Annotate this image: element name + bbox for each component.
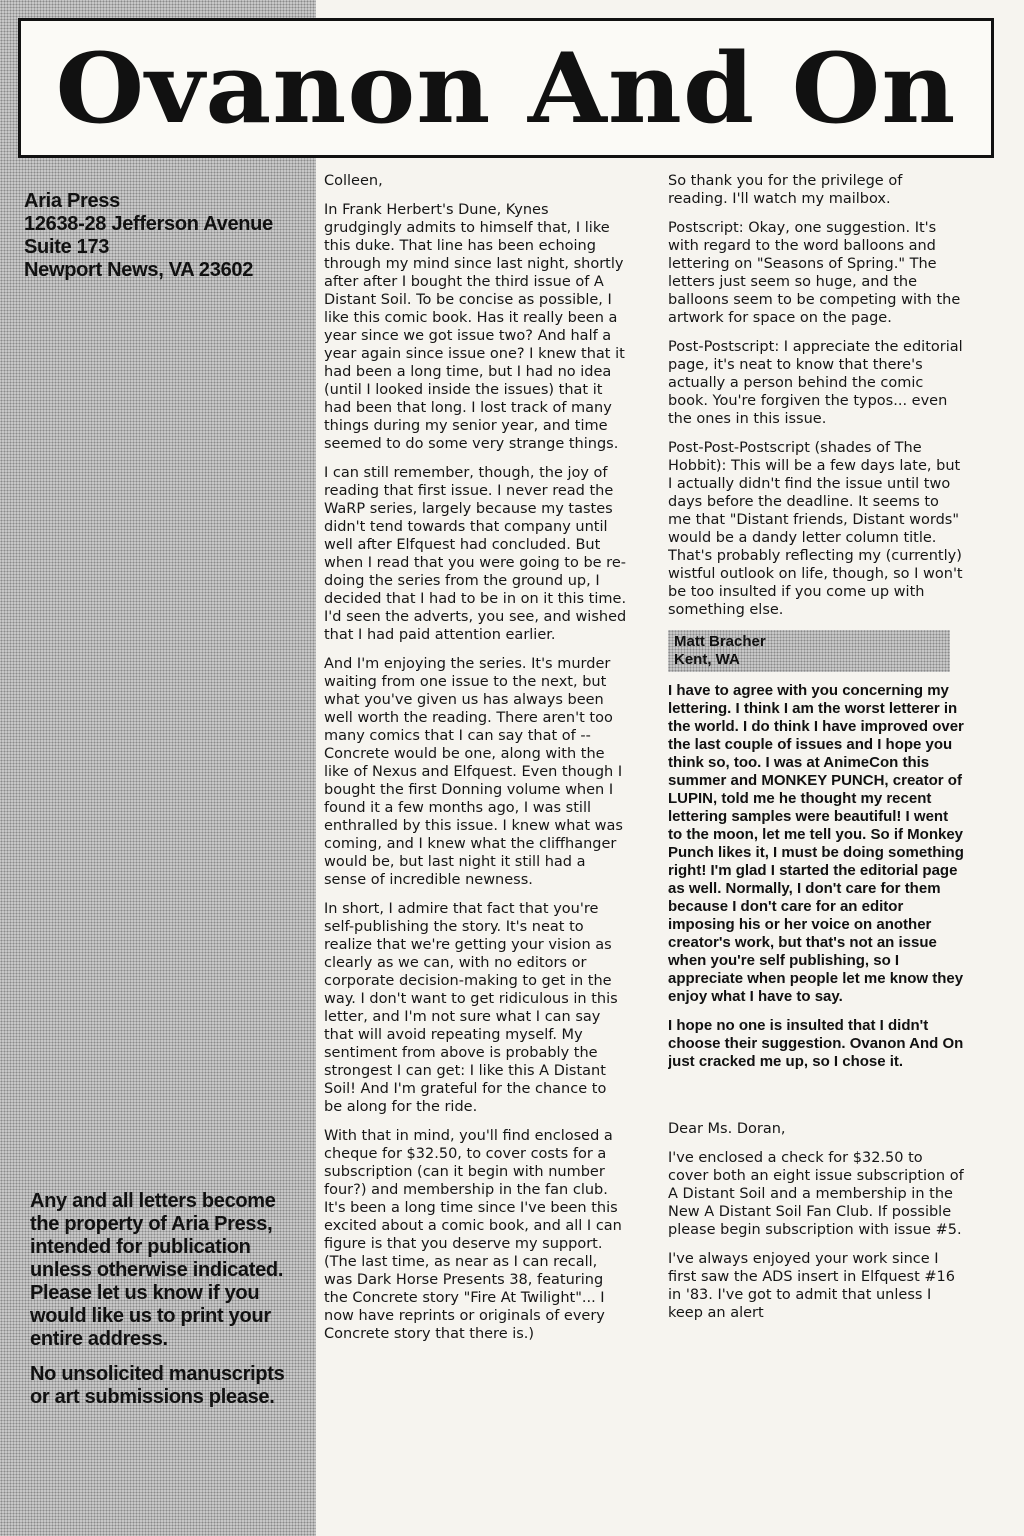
letters-policy: Any and all letters become the property of Aria Press, intended for publication unless otherwise indicated. Please let us know if you would like us to print your entire address. — [30, 1190, 284, 1350]
submission-notice — [30, 1190, 300, 1421]
reply-paragraph: I have to agree with you concerning my lettering. I think I am the worst letterer in the world. I do think I have improved over the last couple of issues and I hope you think so, too. I was at AnimeCon this summer and MONKEY PUNCH, creator of LUPIN, told me he thought my recent lettering samples were beautiful! I went to the moon, let me tell you. So if Monkey Punch likes it, I must be doing something right! I'm glad I started the editorial page as well. Normally, I don't care for them because I don't care for an editor imposing his or her voice on another creator's work, but that's not an issue when you're self publishing, so I appreciate when people let me know they enjoy what I have to say. — [668, 682, 964, 1005]
page-title: Ovanon And On — [55, 31, 957, 145]
letter-paragraph: With that in mind, you'll find enclosed a cheque for $32.50, to cover costs for a subscription (can it begin with number four?) and membership in the fan club. It's been a long time since I've been this excited about a comic book, and all I can figure is that you deserve my support. (The last time, as near as I can recall, was Dark Horse Presents 38, featuring the Concrete story "Fire At Twilight"... I now have reprints or originals of every Concrete story that there is.) — [324, 1128, 622, 1342]
address-line: Suite 173 — [24, 236, 110, 258]
publisher-address — [24, 190, 308, 282]
letter-paragraph: I've enclosed a check for $32.50 to cover both an eight issue subscription of A Distant Soil and a membership in the New A Distant Soil Fan Club. If possible please begin subscription with issue #5. — [668, 1150, 964, 1238]
signature-location: Kent, WA — [674, 651, 740, 668]
letter-separator — [668, 1082, 964, 1120]
letter-paragraph: So thank you for the privilege of reading. I'll watch my mailbox. — [668, 173, 903, 207]
address-line: Aria Press — [24, 190, 120, 212]
letter-column-middle — [324, 172, 628, 1532]
letter-signature — [668, 630, 950, 672]
reply-paragraph: I hope no one is insulted that I didn't choose their suggestion. Ovanon And On just cracked me up, so I chose it. — [668, 1017, 964, 1070]
letter-column-right — [668, 172, 964, 1532]
title-banner — [18, 18, 994, 158]
address-line: 12638-28 Jefferson Avenue — [24, 213, 273, 235]
letter-paragraph: In Frank Herbert's Dune, Kynes grudgingly admits to himself that, I like this duke. That line has been echoing through my mind since last night, shortly after after I bought the third issue of A Distant Soil. To be concise as possible, I like this comic book. Has it really been a year since we got issue two? And half a year again since issue one? I knew that it had been a long time, but I had no idea (until I looked inside the issues) that it had been that long. I lost track of many things during my senior year, and time seemed to do some very strange things. — [324, 202, 625, 452]
letter-salutation: Colleen, — [324, 173, 383, 189]
letter-paragraph: I can still remember, though, the joy of reading that first issue. I never read the WaRP series, largely because my tastes didn't tend towards that company until well after Elfquest had concluded. But when I read that you were going to be re-doing the series from the ground up, I decided that I had to be in on it this time. I'd seen the adverts, you see, and wished that I had paid attention earlier. — [324, 465, 627, 643]
letter-paragraph: I've always enjoyed your work since I first saw the ADS insert in Elfquest #16 in '83. I've got to admit that unless I keep an alert — [668, 1251, 955, 1321]
letter-paragraph: Postscript: Okay, one suggestion. It's with regard to the word balloons and lettering on "Seasons of Spring." The letters just seem so huge, and the balloons seem to be competing with the artwork for space on the page. — [668, 220, 961, 326]
editor-reply — [668, 682, 964, 1071]
letter-paragraph: In short, I admire that fact that you're self-publishing the story. It's neat to realize that we're getting your vision as clearly as we can, with no editors or corporate decision-making to get in the way. I don't want to get ridiculous in this letter, and I'm not sure what I can say that will avoid repeating myself. My sentiment from above is probably the strongest I can get: I like this A Distant Soil! And I'm grateful for the chance to be along for the ride. — [324, 901, 618, 1115]
signature-name: Matt Bracher — [674, 633, 766, 650]
letter-paragraph: And I'm enjoying the series. It's murder waiting from one issue to the next, but what you've given us has always been well worth the reading. There aren't too many comics that I can say that of -- Concrete would be one, along with the like of Nexus and Elfquest. Even though I bought the first Donning volume when I found it a few months ago, I was still enthralled by this issue. I knew what was coming, and I knew what the cliffhanger would be, but last night it still had a sense of incredible newness. — [324, 656, 623, 888]
letter-salutation: Dear Ms. Doran, — [668, 1121, 786, 1137]
letter-paragraph: Post-Postscript: I appreciate the editorial page, it's neat to know that there's actually a person behind the comic book. You're forgiven the typos... even the ones in this issue. — [668, 339, 963, 427]
manuscripts-policy: No unsolicited manuscripts or art submissions please. — [30, 1363, 285, 1408]
letter-paragraph: Post-Post-Postscript (shades of The Hobbit): This will be a few days late, but I actually didn't find the issue until two days before the deadline. It seems to me that "Distant friends, Distant words" would be a dandy letter column title. That's probably reflecting my (currently) wistful outlook on life, though, so I won't be too insulted if you come up with something else. — [668, 440, 963, 618]
address-line: Newport News, VA 23602 — [24, 259, 254, 281]
